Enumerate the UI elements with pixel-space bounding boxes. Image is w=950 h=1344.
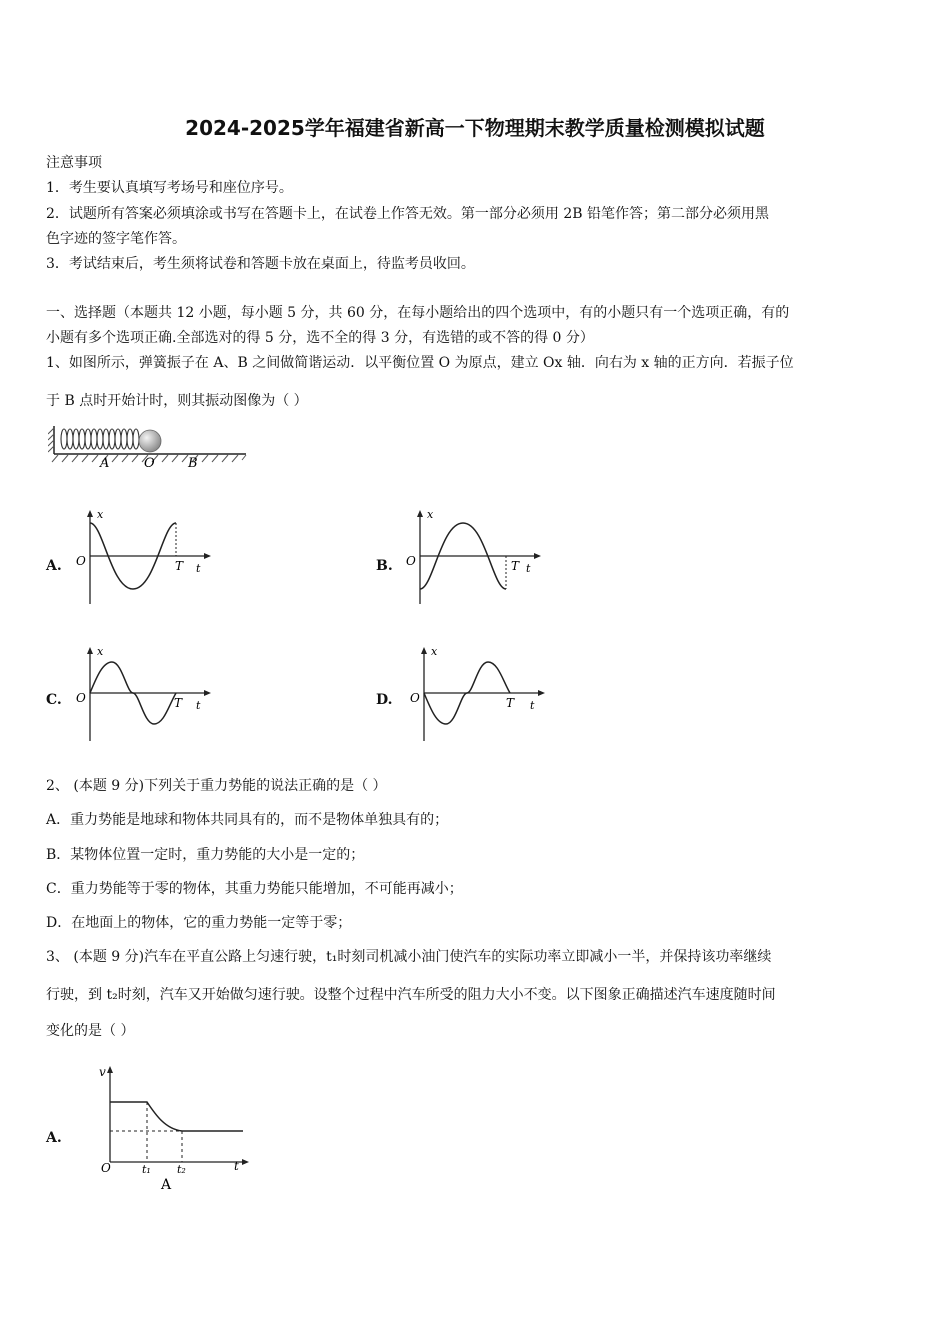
q2-stem: 2、 (本题 9 分)下列关于重力势能的说法正确的是（ ） [46, 778, 387, 794]
svg-text:v: v [99, 1065, 106, 1079]
svg-text:t: t [526, 562, 531, 575]
svg-text:O: O [410, 691, 420, 705]
q1-graph-a [70, 508, 215, 608]
spring-label-b: B [188, 456, 198, 471]
svg-text:T: T [175, 559, 184, 573]
svg-text:T: T [174, 696, 183, 710]
q1-graph-b [400, 508, 545, 608]
q3-graph-a [95, 1062, 255, 1192]
svg-text:O: O [76, 691, 86, 705]
svg-text:t: t [234, 1159, 239, 1173]
svg-text:T: T [511, 559, 520, 573]
svg-text:x: x [427, 508, 434, 521]
spring-label-o: O [144, 456, 155, 471]
q1-stem-line2: 于 B 点时开始计时，则其振动图像为（ ） [46, 393, 308, 409]
q1-option-c-label[interactable]: C. [46, 692, 62, 708]
q2-option-a[interactable]: A．重力势能是地球和物体共同具有的，而不是物体单独具有的； [46, 812, 449, 828]
q1-option-b-label[interactable]: B. [376, 558, 393, 574]
spring-oscillator-figure [48, 420, 253, 472]
q3-stem-line1: 3、 (本题 9 分)汽车在平直公路上匀速行驶，t₁时刻司机减小油门使汽车的实际功率立即减小一半，并保持该功率继续 [46, 949, 772, 965]
svg-text:O: O [101, 1161, 111, 1175]
oscillator-ball [139, 430, 161, 452]
svg-text:t: t [530, 699, 535, 712]
svg-text:t₁: t₁ [142, 1163, 151, 1176]
q2-option-d[interactable]: D．在地面上的物体，它的重力势能一定等于零； [46, 915, 352, 931]
q1-stem-line1: 1、如图所示，弹簧振子在 A、B 之间做简谐运动．以平衡位置 O 为原点，建立 Ox 轴．向右为 x 轴的正方向．若振子位 [46, 355, 794, 371]
notice-heading: 注意事项 [46, 155, 102, 171]
svg-text:t: t [196, 562, 201, 575]
notice-item-2: 2．试题所有答案必须填涂或书写在答题卡上，在试卷上作答无效。第一部分必须用 2B 铅笔作答；第二部分必须用黑 [46, 206, 769, 222]
q3-stem-line2: 行驶，到 t₂时刻，汽车又开始做匀速行驶。设整个过程中汽车所受的阻力大小不变。以下图象正确描述汽车速度随时间 [46, 987, 776, 1003]
q3-graph-caption: A [161, 1177, 172, 1192]
q2-option-c[interactable]: C．重力势能等于零的物体，其重力势能只能增加，不可能再减小； [46, 881, 463, 897]
q1-graph-d [404, 645, 549, 745]
q1-graph-c [70, 645, 215, 745]
q1-option-a-label[interactable]: A. [46, 558, 62, 574]
page-title: 2024-2025学年福建省新高一下物理期末教学质量检测模拟试题 [185, 116, 765, 140]
svg-text:x: x [431, 645, 438, 658]
svg-text:x: x [97, 508, 104, 521]
svg-text:O: O [406, 554, 416, 568]
notice-item-2-cont: 色字迹的签字笔作答。 [46, 231, 186, 247]
svg-text:T: T [506, 696, 515, 710]
section-intro-1: 一、选择题（本题共 12 小题，每小题 5 分，共 60 分，在每小题给出的四个选项中，有的小题只有一个选项正确，有的 [46, 305, 790, 321]
svg-text:t: t [196, 699, 201, 712]
q3-option-a-label[interactable]: A. [46, 1130, 62, 1146]
q3-stem-line3: 变化的是（ ） [46, 1023, 135, 1039]
svg-text:x: x [97, 645, 104, 658]
notice-item-1: 1．考生要认真填写考场号和座位序号。 [46, 180, 293, 196]
svg-text:t₂: t₂ [177, 1163, 186, 1176]
q2-option-b[interactable]: B．某物体位置一定时，重力势能的大小是一定的； [46, 847, 365, 863]
section-intro-2: 小题有多个选项正确.全部选对的得 5 分，选不全的得 3 分，有选错的或不答的得 0 分） [46, 330, 594, 346]
notice-item-3: 3．考试结束后，考生须将试卷和答题卡放在桌面上，待监考员收回。 [46, 256, 475, 272]
svg-text:O: O [76, 554, 86, 568]
spring-label-a: A [100, 456, 110, 471]
q1-option-d-label[interactable]: D. [376, 692, 393, 708]
